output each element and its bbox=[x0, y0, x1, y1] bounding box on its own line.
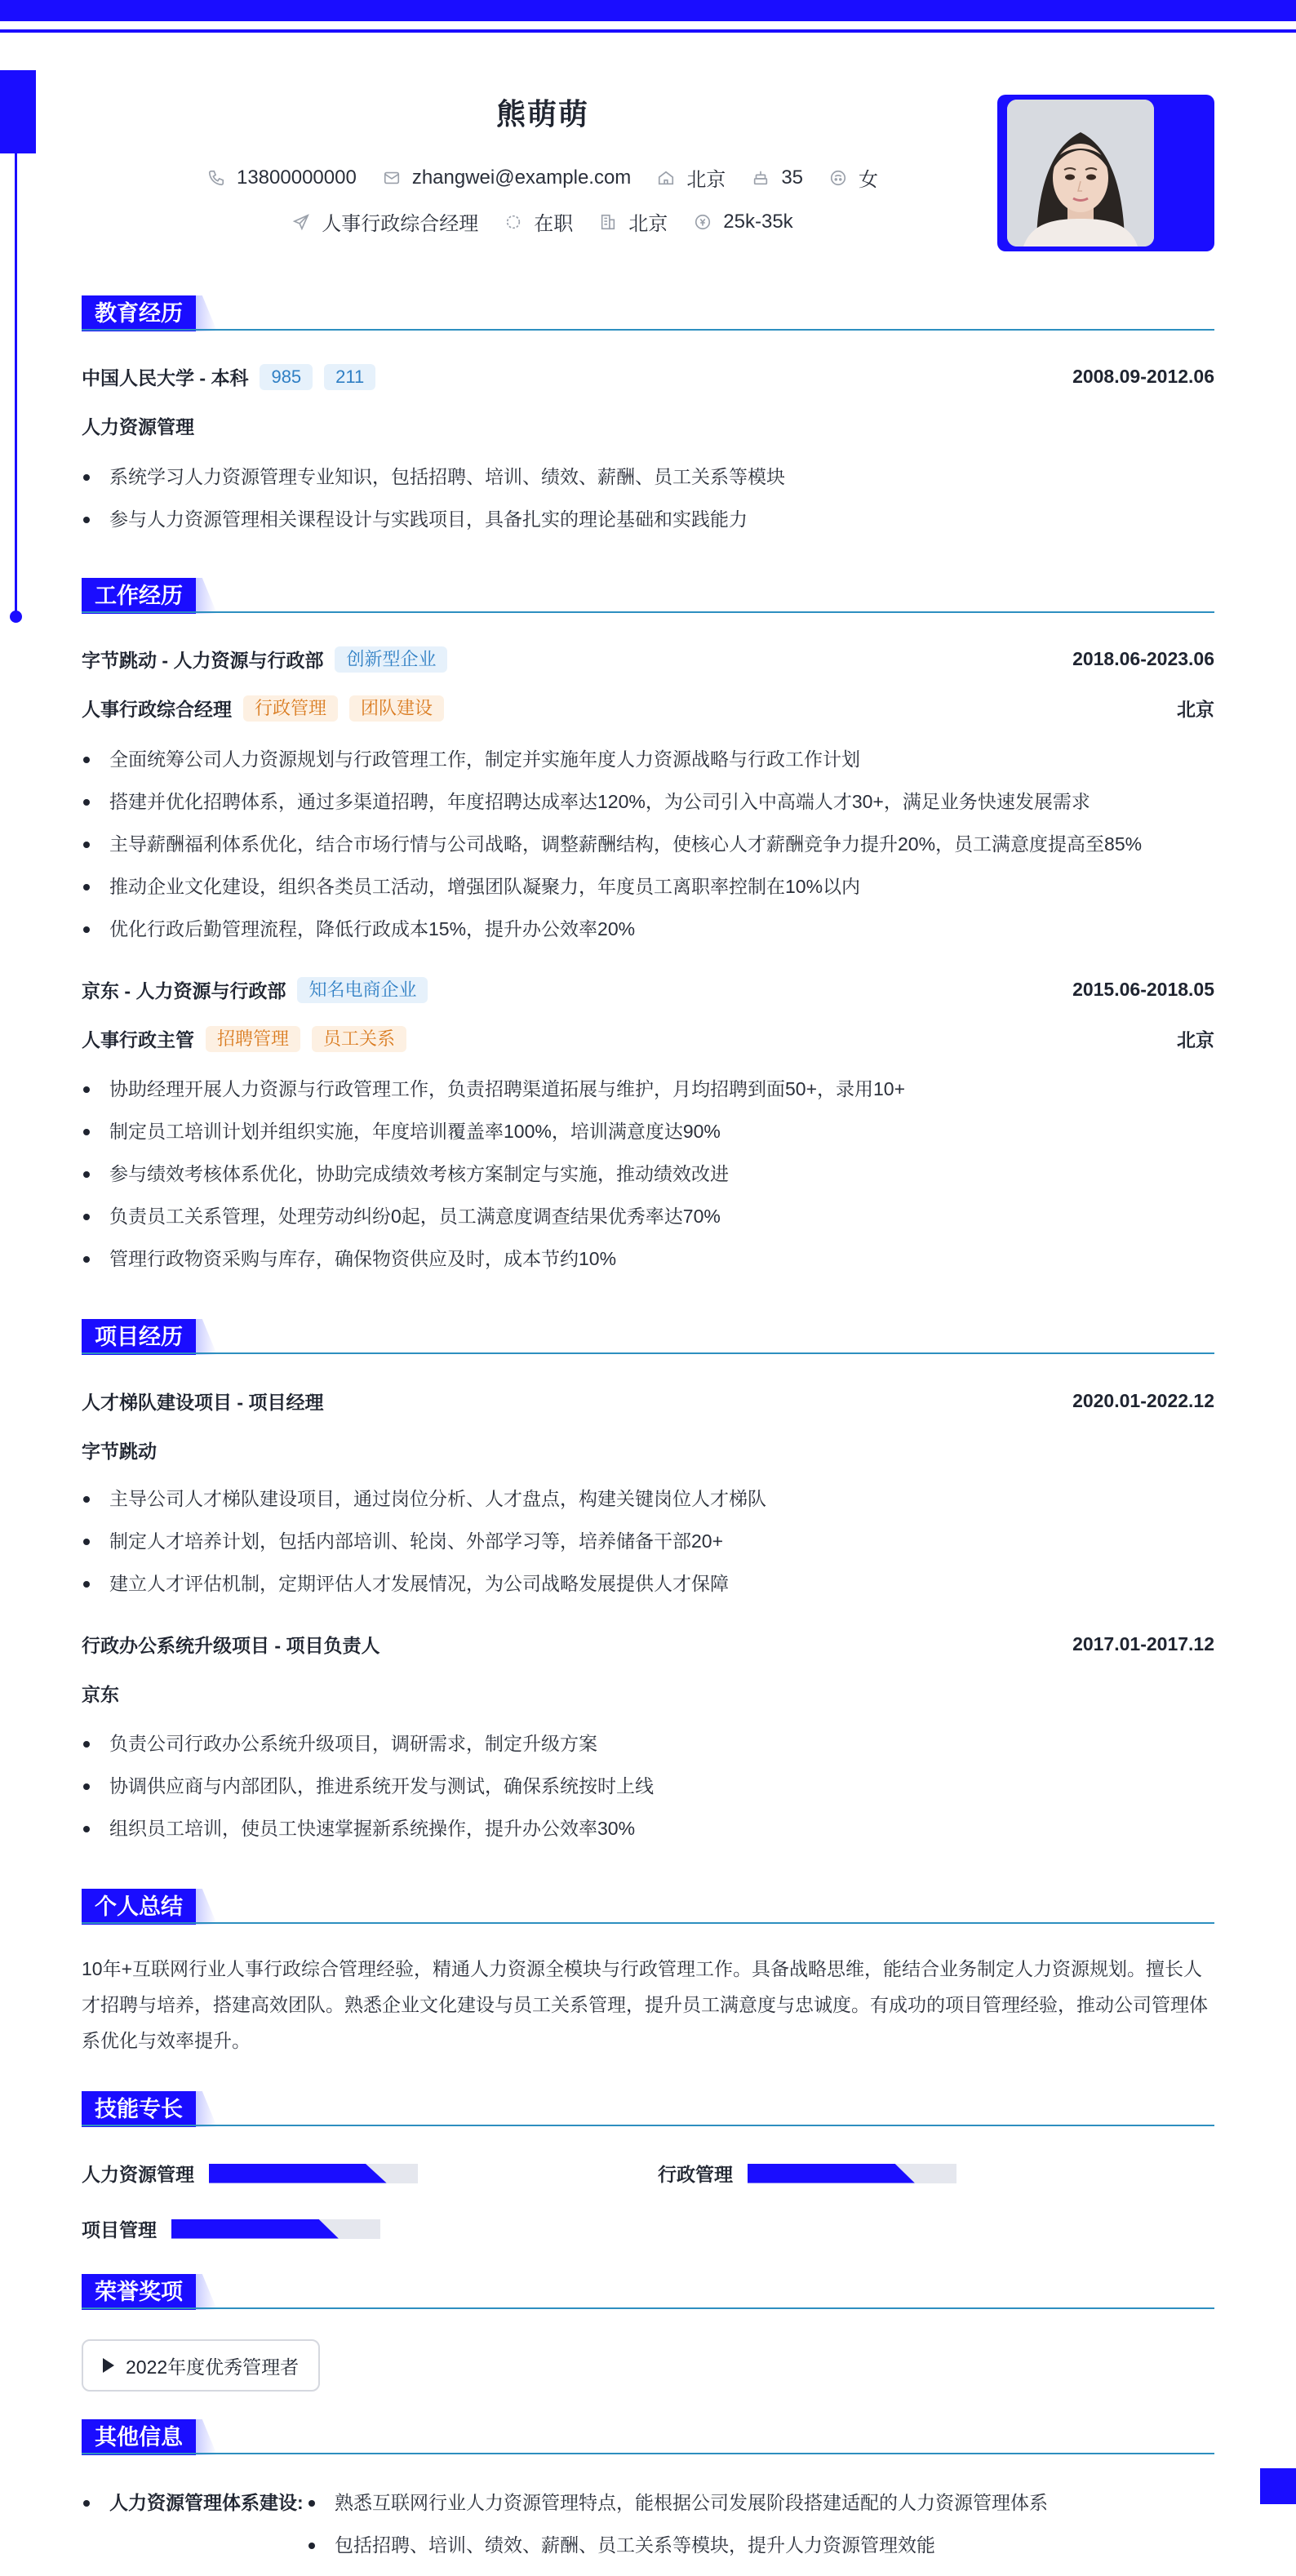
school-badge: 211 bbox=[324, 364, 375, 390]
education-major-row bbox=[82, 412, 1214, 439]
job-bullets bbox=[82, 738, 1214, 950]
project-bullets bbox=[82, 1477, 1214, 1605]
section-summary bbox=[82, 1889, 1214, 1925]
section-divider bbox=[82, 611, 1214, 613]
job-city: 北京 bbox=[1177, 699, 1214, 720]
section-divider bbox=[82, 2453, 1214, 2454]
list-item: 建立人才评估机制，定期评估人才发展情况，为公司战略发展提供人才保障 bbox=[82, 1562, 1214, 1605]
section-other bbox=[82, 2419, 1214, 2455]
skill-bar-fill bbox=[748, 2164, 915, 2183]
section-title: 教育经历 bbox=[82, 295, 196, 331]
job-bullets bbox=[82, 1068, 1214, 1280]
list-item: 参与绩效考核体系优化，协助完成绩效考核方案制定与实施，推动绩效改进 bbox=[82, 1153, 1214, 1195]
section-tag-tail bbox=[196, 2274, 217, 2310]
project-org-row bbox=[82, 1680, 1214, 1707]
list-item: 优化行政后勤管理流程，降低行政成本15%，提升办公效率20% bbox=[82, 908, 1214, 950]
list-item: 系统学习人力资源管理专业知识，包括招聘、培训、绩效、薪酬、员工关系等模块 bbox=[82, 455, 1214, 498]
list-item: 包括招聘、培训、绩效、薪酬、员工关系等模块，提升人力资源管理效能 bbox=[307, 2524, 1205, 2566]
skill-item bbox=[82, 2160, 418, 2187]
skill-bar-fill bbox=[209, 2164, 387, 2183]
age-info: 35 bbox=[752, 167, 803, 189]
job-role: 人事行政综合经理 bbox=[82, 699, 232, 720]
list-item: 参与人力资源管理相关课程设计与实践项目，具备扎实的理论基础和实践能力 bbox=[82, 498, 1214, 540]
role-badge: 行政管理 bbox=[243, 695, 338, 722]
company-info bbox=[82, 646, 447, 673]
send-icon bbox=[292, 213, 310, 231]
skill-item bbox=[82, 2215, 380, 2242]
skill-bar bbox=[748, 2164, 956, 2183]
section-education bbox=[82, 295, 1214, 331]
project-org-row bbox=[82, 1437, 1214, 1463]
other-info-label: 人力资源管理体系建设: bbox=[82, 2481, 304, 2524]
education-header-row bbox=[82, 363, 1214, 390]
major-name: 人力资源管理 bbox=[82, 416, 194, 437]
school-info bbox=[82, 363, 375, 390]
skill-name: 行政管理 bbox=[658, 2164, 733, 2185]
other-info-bullets bbox=[307, 2481, 1205, 2566]
play-triangle-icon bbox=[103, 2358, 114, 2373]
list-item: 协助经理开展人力资源与行政管理工作，负责招聘渠道拓展与维护，月均招聘到面50+，录用10+ bbox=[82, 1068, 1214, 1110]
section-projects bbox=[82, 1319, 1214, 1355]
home-icon bbox=[657, 169, 675, 187]
project-period: 2017.01-2017.12 bbox=[1072, 1633, 1214, 1654]
role-badge: 团队建设 bbox=[349, 695, 444, 722]
job-role-row bbox=[82, 1025, 1214, 1052]
resume-name: 熊萌萌 bbox=[495, 97, 589, 131]
project-header-row bbox=[82, 1388, 1214, 1415]
section-divider bbox=[82, 2125, 1214, 2126]
email-info: zhangwei@example.com bbox=[383, 167, 632, 189]
mail-icon bbox=[383, 169, 401, 187]
role-badge: 员工关系 bbox=[312, 1026, 406, 1052]
employment-status-info: 在职 bbox=[504, 207, 573, 236]
role-info bbox=[82, 695, 444, 722]
job-intent-row bbox=[82, 207, 1004, 236]
project-org: 字节跳动 bbox=[82, 1441, 157, 1462]
section-tag-tail bbox=[196, 2419, 217, 2455]
company-info bbox=[82, 976, 428, 1003]
list-item: 负责员工关系管理，处理劳动纠纷0起，员工满意度调查结果优秀率达70% bbox=[82, 1195, 1214, 1237]
list-item: 搭建并优化招聘体系，通过多渠道招聘，年度招聘达成率达120%，为公司引入中高端人才30+，满足业务快速发展需求 bbox=[82, 780, 1214, 823]
building-icon bbox=[599, 213, 617, 231]
avatar bbox=[1007, 100, 1154, 246]
skill-bar bbox=[209, 2164, 418, 2183]
section-tag-tail bbox=[196, 295, 217, 331]
role-badge: 招聘管理 bbox=[206, 1026, 300, 1052]
job-city: 北京 bbox=[1177, 1029, 1214, 1050]
school-badge: 985 bbox=[260, 364, 313, 390]
award-name: 2022年度优秀管理者 bbox=[126, 2356, 300, 2378]
salary-info: 25k-35k bbox=[694, 211, 792, 233]
company-name: 京东 - 人力资源与行政部 bbox=[82, 980, 286, 1002]
section-title: 其他信息 bbox=[82, 2419, 196, 2455]
list-item: 熟悉互联网行业人力资源管理特点，能根据公司发展阶段搭建适配的人力资源管理体系 bbox=[307, 2481, 1205, 2524]
job-period: 2015.06-2018.05 bbox=[1072, 979, 1214, 1000]
section-tag-tail bbox=[196, 1319, 217, 1355]
age-icon bbox=[752, 169, 770, 187]
list-item: 制定员工培训计划并组织实施，年度培训覆盖率100%，培训满意度达90% bbox=[82, 1110, 1214, 1153]
list-item: 制定人才培养计划，包括内部培训、轮岗、外部学习等，培养储备干部20+ bbox=[82, 1520, 1214, 1562]
section-work bbox=[82, 578, 1214, 614]
section-title: 个人总结 bbox=[82, 1889, 196, 1925]
section-tag-tail bbox=[196, 1889, 217, 1925]
section-tag-tail bbox=[196, 2091, 217, 2127]
school-name: 中国人民大学 - 本科 bbox=[82, 367, 249, 389]
section-divider bbox=[82, 1352, 1214, 1354]
gender-icon bbox=[829, 169, 847, 187]
list-item: 主导薪酬福利体系优化，结合市场行情与公司战略，调整薪酬结构，使核心人才薪酬竞争力提升20%，员工满意度提高至85% bbox=[82, 823, 1214, 865]
section-divider bbox=[82, 2307, 1214, 2309]
summary-text: 10年+互联网行业人事行政综合管理经验，精通人力资源全模块与行政管理工作。具备战略思维，能结合业务制定人力资源规划。擅长人才招聘与培养，搭建高效团队。熟悉企业文化建设与员工关系管理，提升员工满意度与忠诚度。有成功的项目管理经验，推动公司管理体系优化与效率提升。 bbox=[82, 1958, 1208, 2051]
target-position-info: 人事行政综合经理 bbox=[292, 207, 478, 236]
job-period: 2018.06-2023.06 bbox=[1072, 648, 1214, 669]
project-name: 人才梯队建设项目 - 项目经理 bbox=[82, 1392, 324, 1413]
project-header-row bbox=[82, 1631, 1214, 1658]
job-role: 人事行政主管 bbox=[82, 1029, 194, 1050]
skill-name: 项目管理 bbox=[82, 2219, 157, 2241]
education-bullets bbox=[82, 455, 1214, 540]
section-skills bbox=[82, 2091, 1214, 2127]
project-org: 京东 bbox=[82, 1684, 119, 1705]
skill-name: 人力资源管理 bbox=[82, 2164, 194, 2185]
company-name: 字节跳动 - 人力资源与行政部 bbox=[82, 650, 324, 671]
phone-icon bbox=[207, 169, 225, 187]
section-awards bbox=[82, 2274, 1214, 2310]
skill-bar-fill bbox=[171, 2219, 339, 2239]
section-divider bbox=[82, 329, 1214, 331]
list-item: 组织员工培训，使员工快速掌握新系统操作，提升办公效率30% bbox=[82, 1807, 1214, 1850]
status-icon bbox=[504, 213, 522, 231]
salary-icon bbox=[694, 213, 712, 231]
gender-info: 女 bbox=[829, 163, 878, 192]
top-accent-bar bbox=[0, 0, 1296, 21]
section-tag-tail bbox=[196, 578, 217, 614]
target-city-info: 北京 bbox=[599, 207, 668, 236]
section-title: 技能专长 bbox=[82, 2091, 196, 2127]
role-info bbox=[82, 1025, 406, 1052]
portrait-image bbox=[1007, 100, 1154, 246]
list-item: 推动企业文化建设，组织各类员工活动，增强团队凝聚力，年度员工离职率控制在10%以内 bbox=[82, 865, 1214, 908]
list-item: 全面统筹公司人力资源规划与行政管理工作，制定并实施年度人力资源战略与行政工作计划 bbox=[82, 738, 1214, 780]
job-company-row bbox=[82, 646, 1214, 673]
project-name: 行政办公系统升级项目 - 项目负责人 bbox=[82, 1635, 380, 1656]
award-item[interactable] bbox=[82, 2339, 320, 2392]
company-badge: 创新型企业 bbox=[335, 646, 447, 673]
list-item: 主导公司人才梯队建设项目，通过岗位分析、人才盘点，构建关键岗位人才梯队 bbox=[82, 1477, 1214, 1520]
company-badge: 知名电商企业 bbox=[297, 977, 428, 1003]
left-accent-block bbox=[0, 70, 36, 153]
right-accent-block bbox=[1260, 2468, 1296, 2504]
list-item: 管理行政物资采购与库存，确保物资供应及时，成本节约10% bbox=[82, 1237, 1214, 1280]
list-item: 负责公司行政办公系统升级项目，调研需求，制定升级方案 bbox=[82, 1722, 1214, 1765]
section-title: 项目经历 bbox=[82, 1319, 196, 1355]
section-title: 荣誉奖项 bbox=[82, 2274, 196, 2310]
education-period: 2008.09-2012.06 bbox=[1072, 366, 1214, 387]
city-info: 北京 bbox=[657, 163, 726, 192]
section-title: 工作经历 bbox=[82, 578, 196, 614]
skill-bar bbox=[171, 2219, 380, 2239]
left-timeline-dot bbox=[10, 611, 22, 623]
list-item: 协调供应商与内部团队，推进系统开发与测试，确保系统按时上线 bbox=[82, 1765, 1214, 1807]
job-company-row bbox=[82, 976, 1214, 1003]
skill-item bbox=[658, 2160, 956, 2187]
section-divider bbox=[82, 1922, 1214, 1924]
project-period: 2020.01-2022.12 bbox=[1072, 1390, 1214, 1411]
job-role-row bbox=[82, 695, 1214, 722]
phone-info: 13800000000 bbox=[207, 167, 357, 189]
top-accent-line bbox=[0, 29, 1296, 33]
left-timeline-line bbox=[15, 153, 17, 617]
contact-info-row bbox=[82, 163, 1004, 192]
project-bullets bbox=[82, 1722, 1214, 1850]
